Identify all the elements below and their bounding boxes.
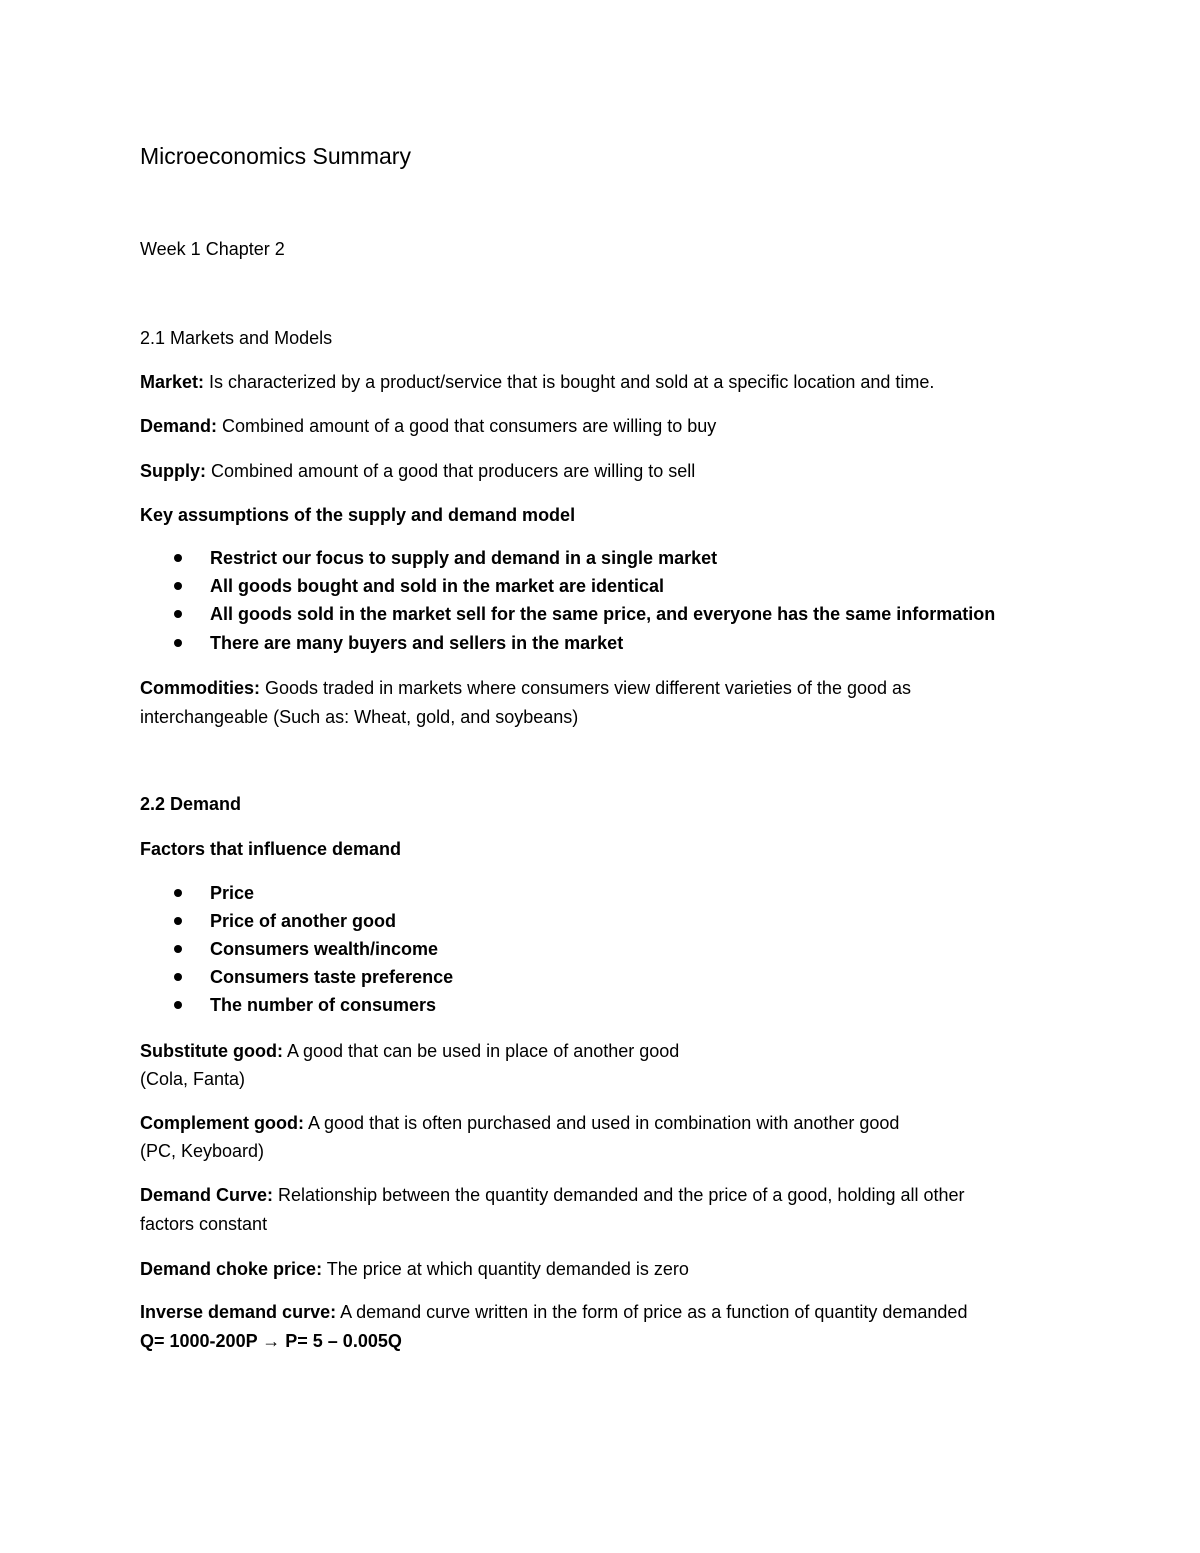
bullet-icon bbox=[174, 1001, 182, 1009]
definition-text-supply: Combined amount of a good that producers are willing to sell bbox=[206, 461, 696, 481]
definition-text-substitute: A good that can be used in place of another good bbox=[282, 1041, 680, 1061]
term-demand: Demand: bbox=[140, 416, 218, 436]
definition-supply bbox=[140, 458, 695, 484]
document-subtitle: Week 1 Chapter 2 bbox=[140, 239, 285, 259]
definition-demand-curve bbox=[140, 1182, 965, 1208]
term-inverse-demand: Inverse demand curve: bbox=[140, 1302, 337, 1322]
term-substitute: Substitute good: bbox=[140, 1041, 283, 1061]
bullet-icon bbox=[174, 917, 182, 925]
definition-text-inverse-demand: A demand curve written in the form of price as a function of quantity demanded bbox=[336, 1302, 968, 1322]
definition-inverse-demand bbox=[140, 1299, 967, 1325]
formula-inverse-demand bbox=[140, 1328, 402, 1354]
definition-text-market: Is characterized by a product/service that is bought and sold at a specific location and time. bbox=[204, 372, 935, 392]
definition-substitute bbox=[140, 1038, 679, 1064]
list-item-text: Price of another good bbox=[210, 911, 397, 931]
definition-choke-price bbox=[140, 1256, 689, 1282]
factors-heading: Factors that influence demand bbox=[140, 839, 402, 859]
term-choke-price: Demand choke price: bbox=[140, 1259, 323, 1279]
term-market: Market: bbox=[140, 372, 205, 392]
example-substitute: (Cola, Fanta) bbox=[140, 1069, 246, 1089]
term-supply: Supply: bbox=[140, 461, 206, 481]
list-item-text: All goods sold in the market sell for the same price, and everyone has the same information bbox=[210, 604, 996, 624]
definition-demand-curve-continued: factors constant bbox=[140, 1214, 268, 1234]
definition-complement bbox=[140, 1110, 899, 1136]
bullet-icon bbox=[174, 554, 182, 562]
bullet-icon bbox=[174, 973, 182, 981]
bullet-icon bbox=[174, 582, 182, 590]
list-item-text: Consumers taste preference bbox=[210, 967, 454, 987]
definition-market bbox=[140, 369, 934, 395]
example-complement: (PC, Keyboard) bbox=[140, 1141, 265, 1161]
formula-right: P= 5 – 0.005Q bbox=[280, 1331, 402, 1351]
term-complement: Complement good: bbox=[140, 1113, 304, 1133]
definition-commodities-continued: interchangeable (Such as: Wheat, gold, and soybeans) bbox=[140, 707, 579, 727]
list-item-text: The number of consumers bbox=[210, 995, 437, 1015]
assumptions-heading: Key assumptions of the supply and demand model bbox=[140, 505, 576, 525]
list-item-text: Consumers wealth/income bbox=[210, 939, 439, 959]
arrow-right-icon: → bbox=[262, 1331, 281, 1351]
definition-text-demand-curve: Relationship between the quantity demanded and the price of a good, holding all other bbox=[273, 1185, 965, 1205]
definition-text-choke-price: The price at which quantity demanded is zero bbox=[322, 1259, 689, 1279]
list-item-text: There are many buyers and sellers in the market bbox=[210, 633, 624, 653]
term-commodities: Commodities: bbox=[140, 678, 261, 698]
definition-text-commodities: Goods traded in markets where consumers view different varieties of the good as bbox=[260, 678, 912, 698]
section-heading-2-2: 2.2 Demand bbox=[140, 794, 242, 814]
list-item-text: All goods bought and sold in the market are identical bbox=[210, 576, 665, 596]
document-title: Microeconomics Summary bbox=[140, 143, 411, 169]
section-heading-2-1: 2.1 Markets and Models bbox=[140, 328, 333, 348]
bullet-icon bbox=[174, 639, 182, 647]
definition-text-complement: A good that is often purchased and used in combination with another good bbox=[304, 1113, 900, 1133]
definition-commodities bbox=[140, 675, 911, 701]
formula-left: Q= 1000-200P bbox=[140, 1331, 263, 1351]
term-demand-curve: Demand Curve: bbox=[140, 1185, 274, 1205]
list-item-text: Price bbox=[210, 883, 255, 903]
definition-demand bbox=[140, 413, 716, 439]
definition-text-demand: Combined amount of a good that consumers are willing to buy bbox=[217, 416, 717, 436]
bullet-icon bbox=[174, 945, 182, 953]
document-page bbox=[140, 0, 1070, 1553]
bullet-icon bbox=[174, 610, 182, 618]
bullet-icon bbox=[174, 889, 182, 897]
list-item-text: Restrict our focus to supply and demand in a single market bbox=[210, 548, 718, 568]
